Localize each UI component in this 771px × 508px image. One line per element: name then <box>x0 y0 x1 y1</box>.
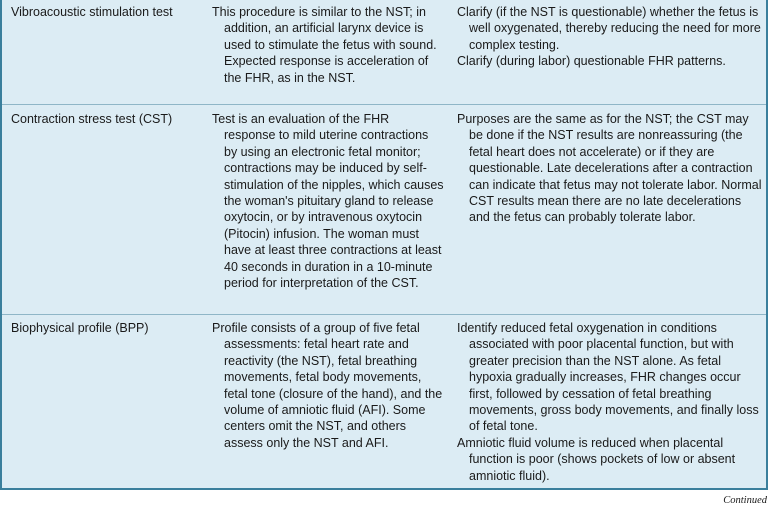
test-name-cell <box>11 111 206 314</box>
purpose-cell <box>457 4 765 104</box>
description-cell <box>212 4 444 104</box>
test-description: Profile consists of a group of five fetal assessments: fetal heart rate and reactivity (the NST), fetal breathing movements, fetal body movements, fetal tone (closure of the hand), and the volume of amniotic fluid (AFI). Some centers omit the NST, and others assess only the NST and AFI. <box>212 321 443 450</box>
purpose-cell <box>457 111 765 314</box>
purpose-text: Purposes are the same as for the NST; the CST may be done if the NST results are nonreassuring (the fetal heart does not accelerate) or if they are questionable. Late decelerations after a contraction can indicate that fetus may not tolerate labor. Normal CST results mean there are no late decelerations and the fetus can probably tolerate labor. <box>457 112 762 225</box>
test-name-cell <box>11 4 206 104</box>
test-name: Contraction stress test (CST) <box>11 112 173 126</box>
purpose-text: Clarify (during labor) questionable FHR patterns. <box>457 54 726 69</box>
purpose-cell <box>457 320 765 488</box>
table-row <box>2 105 766 315</box>
table-row <box>2 315 766 488</box>
purpose-text: Amniotic fluid volume is reduced when placental function is poor (shows pockets of low or absent amniotic fluid). <box>457 435 736 483</box>
description-cell <box>212 111 444 314</box>
test-name-cell <box>11 320 206 488</box>
purpose-text: Identify reduced fetal oxygenation in conditions associated with poor placental function, but with greater precision than the NST alone. As fetal hypoxia gradually increases, FHR changes occur first, followed by cessation of fetal breathing movements, gross body movements, and finally loss of fetal tone. <box>457 321 759 434</box>
description-cell <box>212 320 444 488</box>
test-description: This procedure is similar to the NST; in addition, an artificial larynx device is used to stimulate the fetus with sound. Expected response is acceleration of the FHR, as in the NST. <box>212 5 437 85</box>
table-row <box>2 0 766 105</box>
test-name: Biophysical profile (BPP) <box>11 321 149 335</box>
purpose-text: Clarify (if the NST is questionable) whether the fetus is well oxygenated, thereby reducing the need for more complex testing. <box>457 5 761 52</box>
continued-label: Continued <box>723 495 767 506</box>
test-description: Test is an evaluation of the FHR response to mild uterine contractions by using an electronic fetal monitor; contractions may be induced by self-stimulation of the nipples, which causes the woman's pituitary gland to release oxytocin, or by intravenous oxytocin (Pitocin) infusion. The woman must have at least three contractions at least 40 seconds in duration in a 10-minute period for interpretation of the CST. <box>212 112 444 291</box>
test-name: Vibroacoustic stimulation test <box>11 5 173 19</box>
